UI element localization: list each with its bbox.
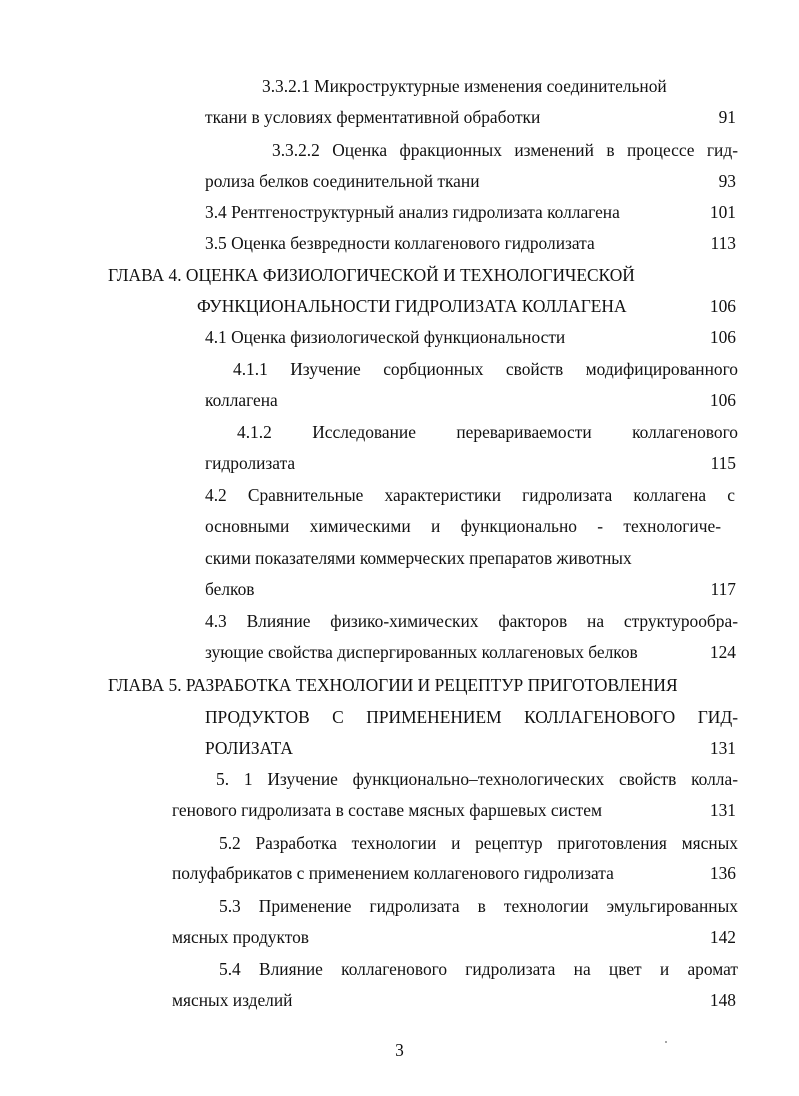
toc-text: белков bbox=[205, 579, 255, 599]
toc-text: 4.3 Влияние физико-химических факторов на структурообра- bbox=[205, 611, 738, 631]
toc-page-number: 115 bbox=[710, 453, 736, 473]
toc-text: ткани в условиях ферментативной обработки bbox=[205, 107, 541, 127]
toc-text: полуфабрикатов с применением коллагенового гидролизата bbox=[172, 863, 614, 883]
chapter-heading: РОЛИЗАТА bbox=[205, 738, 293, 758]
chapter-heading: ГЛАВА 4. ОЦЕНКА ФИЗИОЛОГИЧЕСКОЙ И ТЕХНОЛОГИЧЕСКОЙ bbox=[108, 265, 635, 285]
toc-text: 5. 1 Изучение функционально–технологических свойств колла- bbox=[216, 769, 738, 789]
toc-page-number: 91 bbox=[718, 107, 736, 127]
toc-text: 4.2 Сравнительные характеристики гидролизата коллагена с bbox=[205, 485, 735, 505]
toc-page-number: 106 bbox=[709, 327, 736, 347]
toc-text: зующие свойства диспергированных коллагеновых белков bbox=[205, 642, 638, 662]
toc-page-number: 148 bbox=[709, 990, 736, 1010]
toc-text: 4.1.2 Исследование перевариваемости коллагенового bbox=[237, 422, 738, 442]
chapter-heading: ПРОДУКТОВ С ПРИМЕНЕНИЕМ КОЛЛАГЕНОВОГО ГИД- bbox=[205, 707, 738, 727]
toc-page-number: 101 bbox=[709, 202, 736, 222]
toc-text: ролиза белков соединительной ткани bbox=[205, 171, 480, 191]
toc-text: мясных продуктов bbox=[172, 927, 309, 947]
toc-page-number: 142 bbox=[709, 927, 736, 947]
toc-text: 3.3.2.1 Микроструктурные изменения соединительной bbox=[262, 76, 667, 96]
chapter-heading: ФУНКЦИОНАЛЬНОСТИ ГИДРОЛИЗАТА КОЛЛАГЕНА bbox=[197, 296, 627, 316]
toc-text: мясных изделий bbox=[172, 990, 293, 1010]
toc-page-number: 117 bbox=[710, 579, 736, 599]
toc-page-number: 106 bbox=[709, 296, 736, 316]
toc-text: генового гидролизата в составе мясных фаршевых систем bbox=[172, 800, 602, 820]
toc-text: основными химическими и функционально - технологиче- bbox=[205, 516, 721, 536]
toc-text: 5.4 Влияние коллагенового гидролизата на цвет и аромат bbox=[219, 959, 738, 979]
toc-page-number: 93 bbox=[718, 171, 736, 191]
chapter-heading: ГЛАВА 5. РАЗРАБОТКА ТЕХНОЛОГИИ И РЕЦЕПТУР ПРИГОТОВЛЕНИЯ bbox=[108, 675, 678, 695]
toc-text: скими показателями коммерческих препаратов животных bbox=[205, 548, 632, 568]
toc-text: 3.4 Рентгеноструктурный анализ гидролизата коллагена bbox=[205, 202, 620, 222]
toc-text: коллагена bbox=[205, 390, 278, 410]
toc-text: 5.3 Применение гидролизата в технологии эмульгированных bbox=[219, 896, 738, 916]
toc-page-number: 131 bbox=[709, 738, 736, 758]
toc-page-number: 113 bbox=[710, 233, 736, 253]
toc-text: 4.1.1 Изучение сорбционных свойств модифицированного bbox=[233, 359, 738, 379]
toc-text: гидролизата bbox=[205, 453, 296, 473]
toc-text: 4.1 Оценка физиологической функциональности bbox=[205, 327, 566, 347]
toc-page-number: 106 bbox=[709, 390, 736, 410]
page-number: 3 bbox=[395, 1040, 404, 1060]
toc-text: 5.2 Разработка технологии и рецептур приготовления мясных bbox=[219, 833, 738, 853]
toc-text: 3.5 Оценка безвредности коллагенового гидролизата bbox=[205, 233, 595, 253]
toc-page-number: 124 bbox=[709, 642, 736, 662]
toc-page-number: 136 bbox=[709, 863, 736, 883]
toc-page-number: 131 bbox=[709, 800, 736, 820]
toc-text: 3.3.2.2 Оценка фракционных изменений в процессе гид- bbox=[272, 140, 738, 160]
